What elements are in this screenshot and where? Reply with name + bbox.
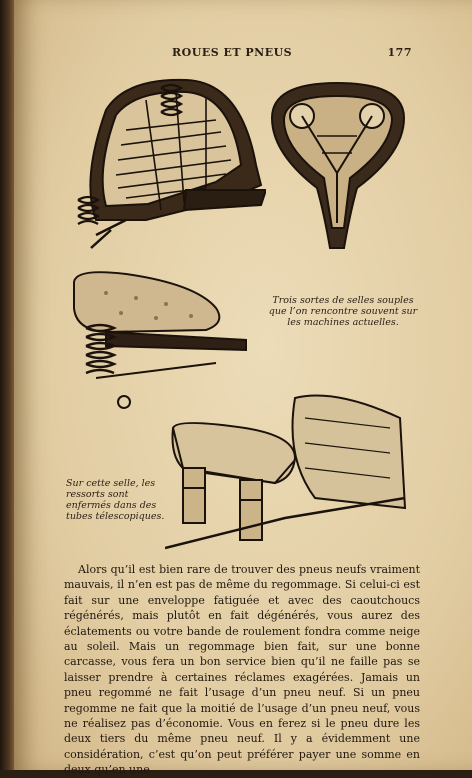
figure-caption-telescopic: Sur cette selle, les ressorts sont enfermés dans des tubes télescopiques. [66,478,165,522]
saddle-illustration-telescopic-tubes [165,388,410,558]
book-spine-shadow [0,0,14,770]
figure-caption-saddles: Trois sortes de selles souples que l’on rencontre souvent sur les machines actuelles. [268,295,418,328]
body-paragraph: Alors qu’il est bien rare de trouver des pneus neufs vraiment mauvais, il n’en est pas de même du regommage. Si celui-ci est fait sur une enveloppe fatiguée et avec des caoutchoucs régénérés, mais plutôt en fait dégénérés, vous aurez des éclatements ou votre bande de roulement fondra comme neige au soleil. Mais un regommage bien fait, sur une bonne carcasse, vous fera un bon service bien qu’il ne faille pas se laisser prendre à certaines réclames exagérées. Jamais un pneu regommé ne fait l’usage d’un pneu neuf. Si un pneu regomme ne fait que la moitié de l’usage d’un pneu neuf, vous ne réalisez pas d’économie. Vous en ferez si le pneu dure les deux tiers du même pneu neuf. Il y a évidemment une considération, c’est qu’on peut préférer payer une somme en deux qu’en une [64,563,420,777]
saddle-illustration-underside [262,78,412,253]
saddle-illustration-side-springs [66,70,266,255]
page-number: 177 [387,46,412,59]
running-title: ROUES ET PNEUS [172,46,293,59]
